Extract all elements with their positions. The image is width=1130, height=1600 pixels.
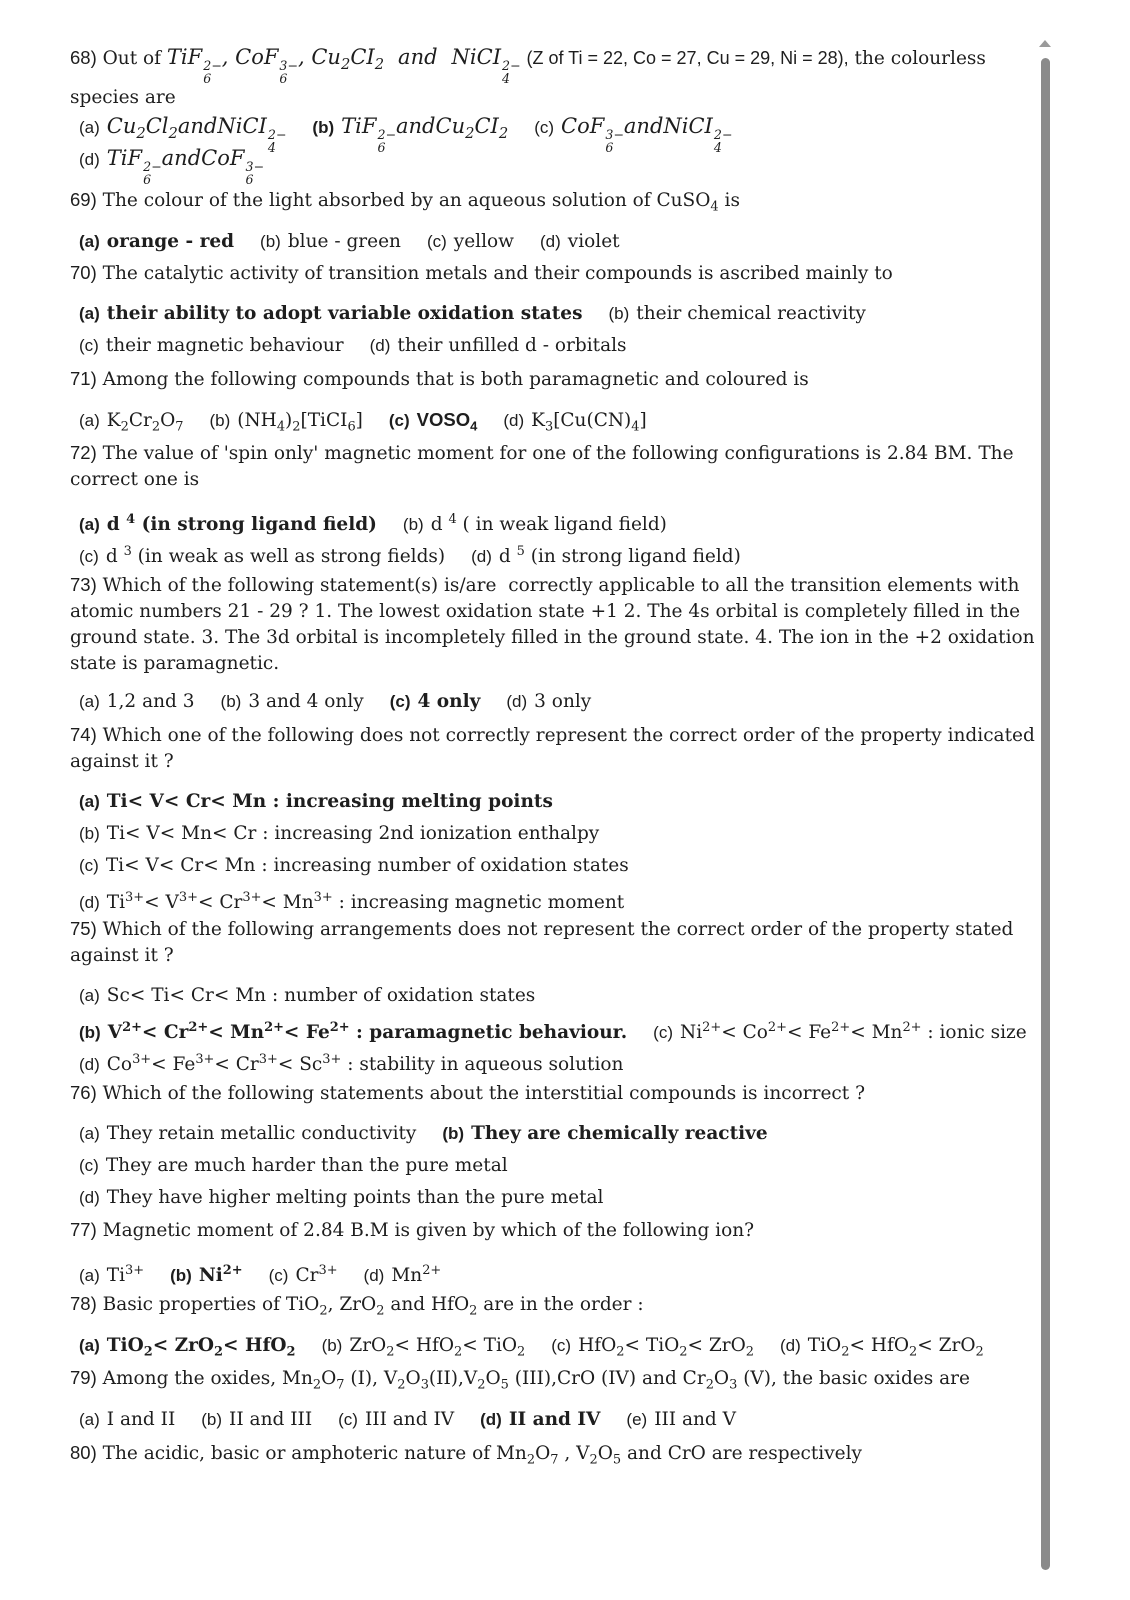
options-line [79,110,1054,155]
option-label: (c) [79,1156,99,1175]
option-text: TiF 2− 6 andCoF 3− 6 [106,146,265,187]
options-line [79,882,1054,914]
options-line [79,404,1054,436]
option-text: $(NH_4)_2[TiCI_6]$ [237,410,363,435]
option-text: TiO$_2$< HfO$_2$< ZrO$_2$ [807,1335,984,1360]
option-label: (c) [388,411,410,430]
option-text: blue - green [287,231,401,252]
option-text: I and II [106,1409,176,1430]
option-text: $Cr^{3+}$ [295,1263,338,1287]
option [79,1409,175,1430]
option-correct [79,1022,627,1043]
option-correct [79,231,234,252]
option-correct [79,514,377,535]
option [79,146,265,187]
option [540,231,620,252]
question-text: Which of the following arrangements does not represent the correct order of the property stated against it ? [70,919,1014,966]
options-line [79,980,1054,1012]
option-text: their ability to adopt variable oxidation states [106,303,583,324]
option-label: (b) [79,824,100,843]
options-block [79,504,1054,568]
option [79,335,344,356]
option [209,410,363,435]
option-label: (d) [79,150,100,169]
option [653,1022,1027,1043]
option-label: (c) [653,1023,673,1043]
options-block [79,1118,1054,1214]
question-text: Out of TiF 2− 6 , CoF 3− 6 , $Cu_2CI_2$ and NiCI 2− 4 (Z of Ti = 22, Co = 27, Cu = 29, Ni = 28), the colourless species are [70,45,986,109]
option-correct [388,409,478,434]
option [79,985,535,1006]
question-number: 71) [70,368,97,389]
option [503,410,647,435]
option-text: $Ti^{3+}$ [106,1263,145,1287]
option-text: d $^4$ ( in weak ligand field) [430,512,667,536]
option-text: 4 only [417,691,481,712]
options-block [79,1255,1054,1287]
option-text: $Mn^{2+}$ [391,1263,442,1287]
question-stem [70,1440,1045,1474]
question-number: 75) [70,918,97,939]
options-block [79,226,1054,258]
options-block [79,1404,1054,1436]
option-text: HfO$_2$< TiO$_2$< ZrO$_2$ [578,1335,755,1360]
question-stem [70,572,1045,677]
options-block [79,404,1054,436]
option-label: (b) [201,1410,223,1429]
options-block [79,298,1054,362]
question-stem [70,1217,1045,1244]
option-label: (c) [79,336,99,355]
question-stem [70,44,1045,111]
option [79,1155,508,1176]
option [370,335,627,356]
option-label: (d) [506,692,528,711]
question-stem [70,366,1045,393]
option [79,546,445,567]
option [269,1265,338,1286]
options-line [79,330,1054,362]
option-text: d $^3$ (in weak as well as strong fields) [105,544,446,568]
option-text: $VOSO_4$ [416,409,478,434]
option-label: (c) [389,692,411,711]
options-block [79,1330,1054,1362]
question-number: 78) [70,1293,97,1314]
option-label: (d) [780,1336,801,1355]
options-line [79,504,1054,536]
option-label: (b) [220,692,242,711]
option-label: (b) [608,304,630,323]
option-label: (d) [79,1188,100,1207]
option-text: 3 only [534,691,592,712]
option [79,823,599,844]
option-label: (d) [369,336,391,355]
option-text: ZrO$_2$< HfO$_2$< TiO$_2$ [349,1335,526,1360]
option-label: (d) [540,232,561,251]
option-correct [442,1123,767,1144]
question-stem [70,1291,1045,1325]
option-correct [170,1265,243,1286]
option-label: (a) [79,792,100,811]
option [79,1054,623,1075]
options-line [79,226,1054,258]
option-correct [390,691,481,712]
options-line [79,1150,1054,1182]
question-number: 74) [70,724,97,745]
option-label: (d) [363,1266,385,1286]
option-label: (b) [170,1266,192,1286]
options-line [79,1255,1054,1287]
option-label: (a) [79,411,100,430]
options-line [79,298,1054,330]
option [534,114,733,155]
option [321,1335,526,1360]
option-label: (c) [338,1410,358,1429]
option-label: (a) [79,304,100,323]
question-number: 68) [70,47,97,68]
question-text: Which of the following statements about the interstitial compounds is incorrect ? [96,1083,865,1104]
question-text: The colour of the light absorbed by an aqueous solution of CuSO$_4$ is [96,190,740,215]
option-text: II and IV [508,1409,601,1430]
option-label: (b) [260,232,281,251]
question-text: Magnetic moment of 2.84 B.M is given by which of the following ion? [96,1220,755,1241]
option-label: (b) [442,1124,465,1143]
option-label: (d) [480,1410,502,1429]
option-text: $K_3[Cu(CN)_4]$ [531,410,647,435]
question-number: 80) [70,1442,97,1463]
option-label: (a) [79,515,100,535]
option-text: their unfilled d - orbitals [397,335,627,356]
options-block [79,980,1054,1076]
option-label: (d) [79,893,100,913]
option [506,691,591,712]
option-label: (a) [79,692,100,711]
question-text: The catalytic activity of transition metals and their compounds is ascribed mainly to [96,263,893,284]
option-label: (a) [79,1124,100,1143]
options-line [79,1330,1054,1362]
option-text: $Co^{3+}< Fe^{3+}< Cr^{3+}< Sc^{3+}$ : stability in aqueous solution [106,1052,624,1076]
option-text: their magnetic behaviour [105,335,344,356]
option-label: (a) [79,1336,100,1355]
option-label: (c) [79,856,99,875]
option [201,1409,312,1430]
option-label: (a) [79,118,100,137]
option [79,410,184,435]
question-text: Basic properties of TiO$_2$, ZrO$_2$ and HfO$_2$ are in the order : [96,1294,644,1319]
option [427,231,514,252]
question-text: Which one of the following does not correctly represent the correct order of the property indicated against it ? [70,725,1035,772]
question-stem [70,440,1045,493]
option-label: (a) [79,232,100,251]
option-label: (b) [321,1336,343,1355]
options-block [79,686,1054,718]
option-text: orange - red [106,231,235,252]
option [551,1335,755,1360]
scroll-up-arrow-icon[interactable] [1039,40,1051,47]
options-line [79,818,1054,850]
option-text: III and IV [364,1409,455,1430]
question-stem [70,722,1045,775]
option-text: 1,2 and 3 [106,691,195,712]
option [79,892,624,913]
options-line [79,1404,1054,1436]
option-text: They are much harder than the pure metal [105,1155,508,1176]
option-text: Ti< V< Mn< Cr : increasing 2nd ionization enthalpy [106,823,600,844]
question-number: 72) [70,442,97,463]
option [626,1409,736,1430]
option-text: CoF 3− 6 andNiCI 2− 4 [561,114,733,155]
option [79,855,629,876]
option-text: They retain metallic conductivity [106,1123,417,1144]
option [79,1187,603,1208]
option-label: (e) [626,1410,648,1429]
option-text: Ti< V< Cr< Mn : increasing number of oxidation states [105,855,629,876]
option-correct [79,303,583,324]
option [338,1409,454,1430]
option-text: TiO$_2$< ZrO$_2$< HfO$_2$ [106,1335,296,1360]
question-stem [70,187,1045,221]
options-line [79,686,1054,718]
options-block [79,786,1054,914]
options-line [79,1118,1054,1150]
question-text: Among the oxides, $Mn_2O_7$ (I), $V_2O_3(II),V_2O_5$ (III),CrO (IV) and $Cr_2O_3$ (V), the basic oxides are [96,1368,970,1393]
option [221,691,364,712]
question-stem [70,260,1045,287]
option-correct [79,791,553,812]
option-label: (c) [534,118,555,137]
question-number: 70) [70,262,97,283]
option-text: $Cu_2Cl_2andNiCI$ 2− 4 [106,114,287,155]
option-label: (b) [209,411,231,430]
option-text: II and III [229,1409,313,1430]
option-text: 3 and 4 only [248,691,364,712]
option [609,303,866,324]
question-number: 73) [70,574,97,595]
option-correct [480,1409,600,1430]
question-number: 77) [70,1219,97,1240]
option-text: d $^4$ (in strong ligand field) [106,512,377,536]
question-text: The value of 'spin only' magnetic moment for one of the following configurations is 2.84 BM. The correct one is [70,443,1014,490]
options-line [79,1044,1054,1076]
option-text: They have higher melting points than the pure metal [106,1187,604,1208]
option-correct [312,114,509,155]
option-label: (b) [402,515,424,535]
option-text: III and V [654,1409,737,1430]
option-text: TiF 2− 6 $andCu_2CI_2$ [341,114,509,155]
option [79,1265,144,1286]
option-label: (d) [471,547,492,567]
option-text: d $^5$ (in strong ligand field) [498,544,741,568]
option-label: (d) [79,1055,100,1075]
options-line [79,142,1054,187]
option-label: (c) [79,547,99,567]
option [364,1265,442,1286]
question-number: 79) [70,1367,97,1388]
option-text: Sc< Ti< Cr< Mn : number of oxidation states [106,985,536,1006]
option [79,114,287,155]
option-text: $K_2Cr_2O_7$ [106,410,184,435]
option [403,514,667,535]
question-text: The acidic, basic or amphoteric nature of $Mn_2O_7$ , $V_2O_5$ and CrO are respectively [96,1443,862,1468]
options-line [79,786,1054,818]
option [260,231,401,252]
question-stem [70,1365,1045,1399]
option-text: yellow [453,231,514,252]
option-correct [79,1335,296,1360]
options-block [79,110,1054,187]
option [471,546,741,567]
option-label: (d) [503,411,525,430]
option-text: $V^{2+}< Cr^{2+}< Mn^{2+}< Fe^{2+}$ : paramagnetic behaviour. [107,1020,628,1044]
option-text: $Ni^{2+}$ [198,1263,243,1287]
option-text: their chemical reactivity [636,303,866,324]
question-stem [70,1080,1045,1107]
option-label: (b) [312,118,335,137]
option-label: (a) [79,1266,100,1286]
option [780,1335,984,1360]
option-label: (a) [79,1410,100,1429]
option [79,1123,416,1144]
option-label: (b) [79,1023,101,1043]
question-text: Which of the following statement(s) is/are correctly applicable to all the transition elements with atomic numbers 21 - 29 ? 1. The lowest oxidation state +1 2. The 4s orbital is completely filled in the ground state. 3. The 3d orbital is incompletely filled in the ground state. 4. The ion in the +2 oxidation state is paramagnetic. [70,575,1035,674]
option-label: (c) [551,1336,572,1355]
option-text: $Ni^{2+}< Co^{2+}< Fe^{2+}< Mn^{2+}$ : ionic size [680,1020,1027,1044]
question-number: 76) [70,1082,97,1103]
question-stem [70,916,1045,969]
option-text: Ti< V< Cr< Mn : increasing melting points [106,791,553,812]
options-line [79,1182,1054,1214]
option [79,691,195,712]
option-label: (a) [79,986,100,1005]
options-line [79,1012,1054,1044]
question-text: Among the following compounds that is both paramagnetic and coloured is [96,369,809,390]
option-text: violet [567,231,620,252]
option-text: $Ti^{3+}< V^{3+}< Cr^{3+}< Mn^{3+}$ : increasing magnetic moment [106,890,625,914]
question-number: 69) [70,189,97,210]
option-text: They are chemically reactive [471,1123,768,1144]
options-line [79,850,1054,882]
option-label: (c) [268,1266,289,1286]
option-label: (c) [426,232,447,251]
scrollbar-thumb[interactable] [1041,58,1050,1570]
options-line [79,536,1054,568]
